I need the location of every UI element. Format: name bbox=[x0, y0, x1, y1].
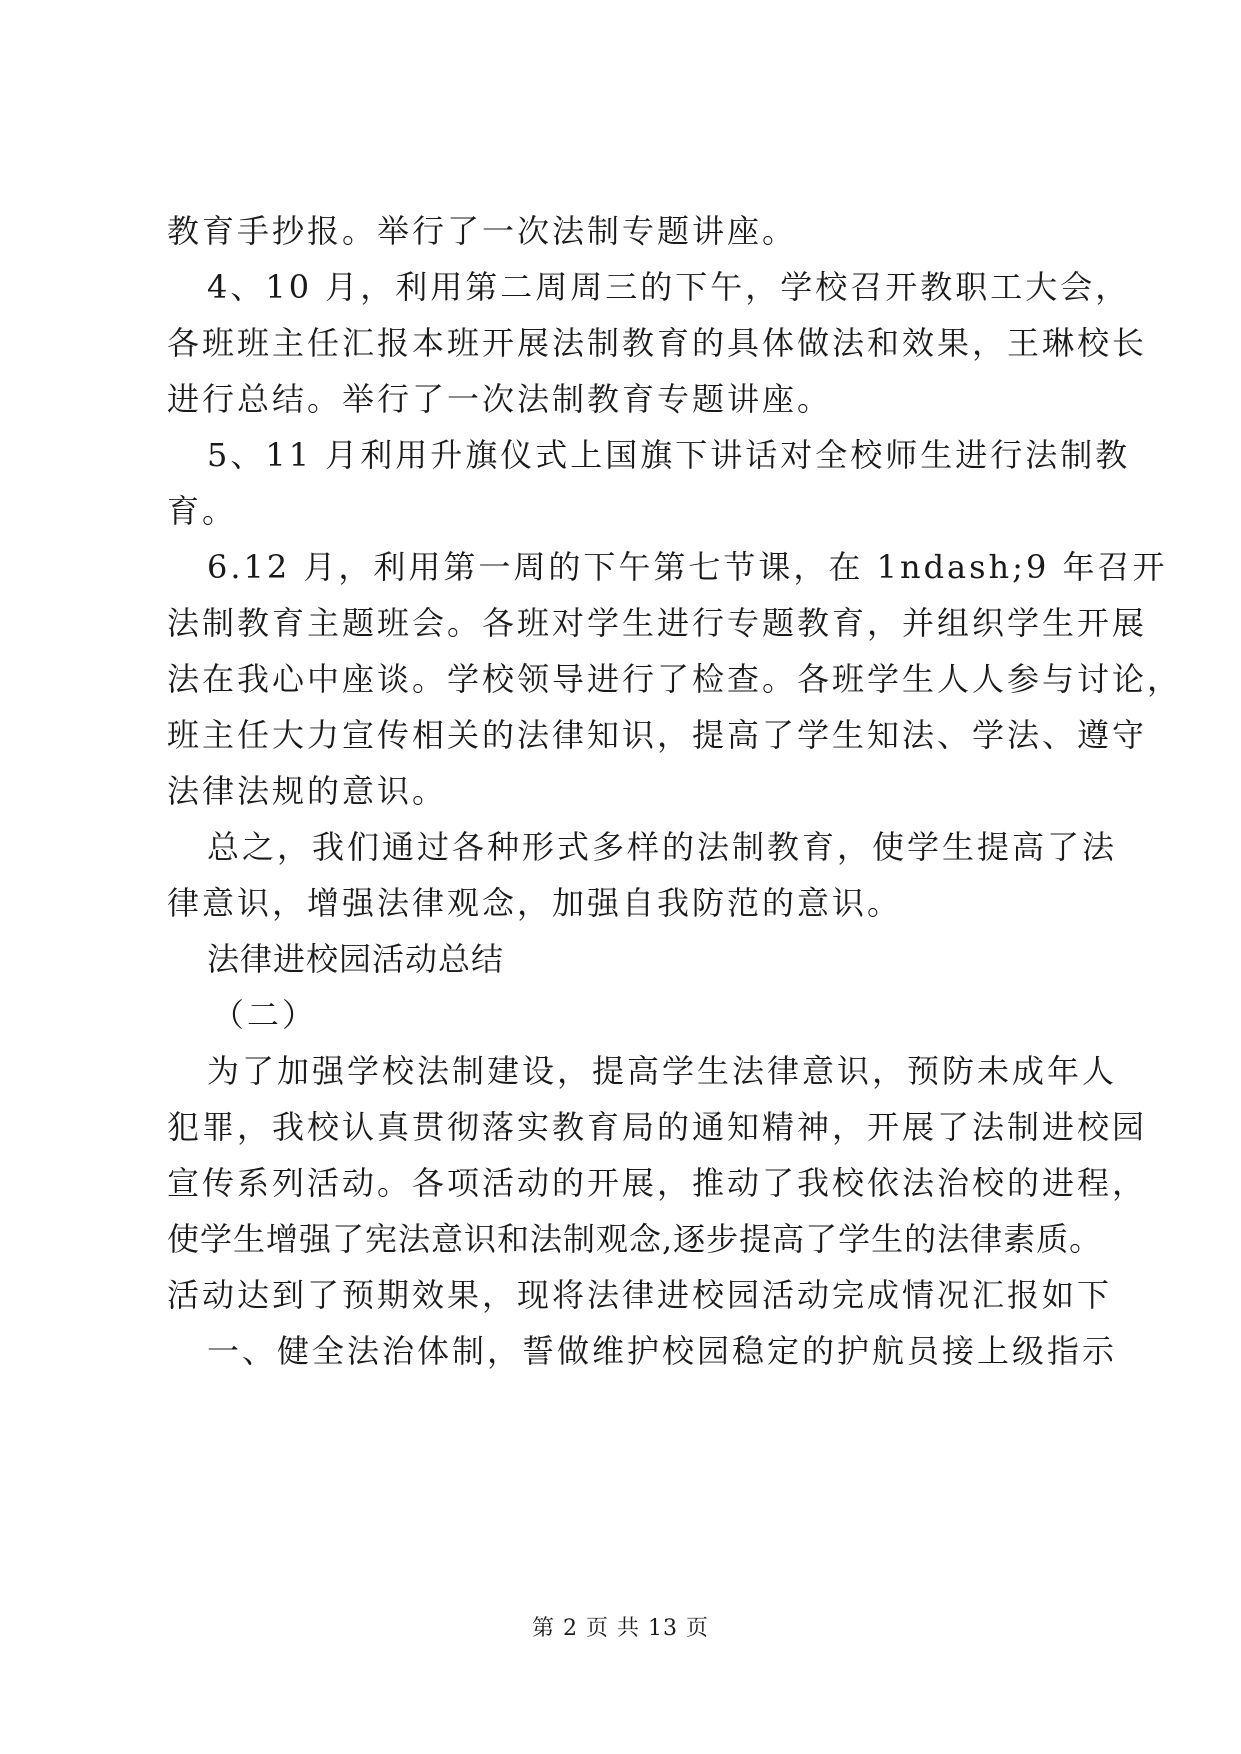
text-line: 法律法规的意识。 bbox=[167, 772, 448, 810]
text-line: 5、11 月利用升旗仪式上国旗下讲话对全校师生进行法制教 bbox=[207, 436, 1131, 474]
section-title: 法律进校园活动总结 bbox=[207, 940, 505, 978]
text-line: 育。 bbox=[167, 492, 238, 530]
text-line: 法在我心中座谈。学校领导进行了检查。各班学生人人参与讨论， bbox=[167, 660, 1183, 698]
text-line: 法制教育主题班会。各班对学生进行专题教育，并组织学生开展 bbox=[167, 604, 1148, 642]
page-footer: 第 2 页 共 13 页 bbox=[532, 1616, 709, 1641]
text-line: 使学生增强了宪法意识和法制观念,逐步提高了学生的法律素质。 bbox=[167, 1220, 1103, 1258]
text-line: 活动达到了预期效果，现将法律进校园活动完成情况汇报如下 bbox=[167, 1276, 1113, 1314]
text-line: 总之，我们通过各种形式多样的法制教育，使学生提高了法 bbox=[207, 828, 1118, 866]
text-line: 6.12 月，利用第一周的下午第七节课，在 1ndash;9 年召开 bbox=[207, 548, 1168, 586]
text-line: 教育手抄报。举行了一次法制专题讲座。 bbox=[167, 212, 798, 250]
section-subtitle: （二） bbox=[212, 996, 318, 1034]
text-line: 4、10 月，利用第二周周三的下午，学校召开教职工大会， bbox=[207, 268, 1131, 306]
text-line: 犯罪，我校认真贯彻落实教育局的通知精神，开展了法制进校园 bbox=[167, 1108, 1148, 1146]
text-line: 律意识，增强法律观念，加强自我防范的意识。 bbox=[167, 884, 903, 922]
text-line: 班主任大力宣传相关的法律知识，提高了学生知法、学法、遵守 bbox=[167, 716, 1148, 754]
text-line: 宣传系列活动。各项活动的开展，推动了我校依法治校的进程， bbox=[167, 1164, 1148, 1202]
text-line: 为了加强学校法制建设，提高学生法律意识，预防未成年人 bbox=[207, 1052, 1118, 1090]
text-line: 一、健全法治体制，誓做维护校园稳定的护航员接上级指示 bbox=[207, 1332, 1118, 1370]
text-line: 各班班主任汇报本班开展法制教育的具体做法和效果，王琳校长 bbox=[167, 324, 1148, 362]
text-line: 进行总结。举行了一次法制教育专题讲座。 bbox=[167, 380, 833, 418]
